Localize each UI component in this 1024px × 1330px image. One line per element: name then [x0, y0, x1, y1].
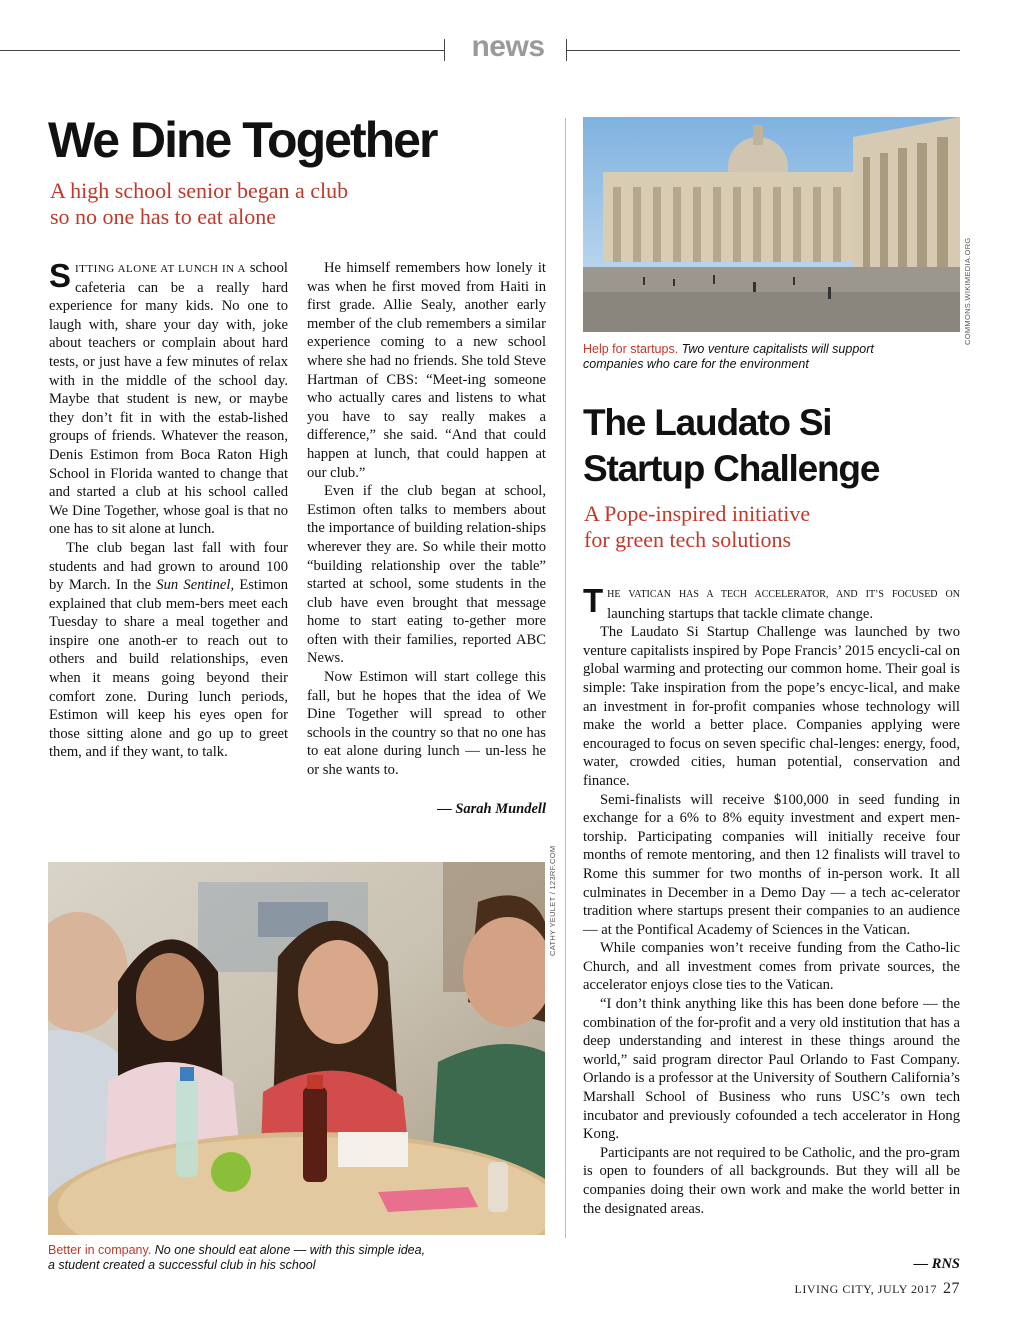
section-label: news: [471, 30, 545, 63]
article1-paragraph-4: Even if the club began at school, Estimon often talks to members about the importance of building relation-ships wherever they are. So while their motto “building relationship over the table” started at school, some students in the club have even brought that message home to start eating to-gether more often with their families, reported ABC News.: [307, 483, 546, 667]
article2-lead-caps: HE VATICAN HAS A TECH ACCELERATOR, AND IT’S FOCUSED ON: [607, 589, 960, 600]
students-caption-label: Better in company.: [48, 1243, 152, 1257]
students-photo-credit: CATHY YEULET / 123RF.COM: [548, 845, 557, 956]
article1-p1-text: school cafeteria can be a really hard experience for many kids. No one to laugh with, share your day with, joke about teachers or complain about hard tests, or just have a few minutes of relax with in the middle of the school day. Maybe that student is new, or maybe they don’t fit in with the estab-lished groups of friends. Whatever the reason, Denis Estimon from Boca Raton High School in Florida wanted to change that and started a club at his school called We Dine Together, whose goal is that no one has to sit alone at lunch.: [49, 260, 288, 538]
students-photo: [48, 862, 545, 1235]
article2-title: [583, 400, 879, 492]
header-rule-right: [566, 50, 960, 51]
students-photo-caption: [48, 1243, 548, 1273]
article2-deck: [584, 501, 810, 553]
article1-lead-caps: ITTING ALONE AT LUNCH IN A: [75, 263, 246, 275]
vatican-caption-label: Help for startups.: [583, 342, 679, 356]
article1-deck: [50, 178, 348, 230]
vatican-caption-line1: Two venture capitalists will support: [678, 342, 874, 356]
students-caption-line1: No one should eat alone — with this simple idea,: [151, 1243, 426, 1257]
students-caption-line2: a student created a successful club in his school: [48, 1258, 316, 1272]
article2-body: [583, 584, 960, 1218]
article2-paragraph-2: The Laudato Si Startup Challenge was launched by two venture capitalists inspired by Pope Francis’ 2015 encycli-cal on global warming and protecting our common home. Their goal is simple: Take inspiration from the pope’s encyc-lical, and make an investment in for-profit companies whose technology will make the world a better place. Companies applying were encouraged to focus on seven specific chal-lenges: energy, food, water, crowded cities, human potential, conservation and finance.: [583, 624, 960, 789]
footer-publication: LIVING CITY, JULY 2017: [794, 1282, 937, 1296]
article1-column-1: [49, 259, 288, 762]
vatican-photo-credit: COMMONS.WIKIMEDIA.ORG: [963, 237, 972, 345]
article1-dropcap: S: [49, 257, 72, 294]
article1-paragraph-2: [49, 539, 288, 762]
article1-paragraph-3: He himself remembers how lonely it was when he first moved from Haiti in first grade. Allie Sealy, another early member of the club remembers a similar experience coming to a new school where she had no friends. She told Steve Hartman of CBS: “Meet-ing someone who actually cares and listens to what you have to say really makes a difference,” she said. “And that could happen at lunch, that could happen at our club.”: [307, 260, 546, 481]
article2-paragraph-1: [583, 584, 960, 623]
article2-deck-line2: for green tech solutions: [584, 527, 792, 552]
article2-paragraph-3: Semi-finalists will receive $100,000 in seed funding in exchange for a 6% to 8% equity investment and expert men-torship. Participating companies will initially receive four months of remote mentoring, and then 12 finalists will travel to Rome this summer for two months of in-person work. It all culminates in December in a Demo Day — a tech ac-celerator tradition where startups present their companies to an audience — at the Pontifical Academy of Sciences in the Vatican.: [583, 791, 960, 938]
article2-dropcap: T: [583, 582, 604, 619]
article1-paragraph-1: [49, 259, 288, 539]
vatican-caption-line2: companies who care for the environment: [583, 357, 809, 371]
footer-page-number: 27: [943, 1280, 960, 1297]
article2-p1-text: launching startups that tackle climate change.: [607, 605, 874, 622]
article1-deck-line1: A high school senior began a club: [50, 178, 349, 203]
article1-byline: — Sarah Mundell: [437, 801, 546, 817]
article2-paragraph-6: Participants are not required to be Catholic, and the pro-gram is open to founders of all backgrounds. But they will all be companies doing their own work and make the world better in the designated areas.: [583, 1144, 960, 1217]
article1-column-2: [307, 259, 546, 780]
article2-title-line2: Startup Challenge: [583, 448, 880, 489]
page-footer: [795, 1280, 960, 1298]
vatican-photo-caption: [583, 342, 963, 372]
article2-title-line1: The Laudato Si: [583, 402, 832, 443]
column-divider: [565, 118, 566, 1238]
article2-paragraph-4: While companies won’t receive funding from the Catho-lic Church, and all investment comes from private sources, the accelerator enjoys close ties to the Vatican.: [583, 940, 960, 994]
article1-deck-line2: so no one has to eat alone: [50, 204, 277, 229]
article1-p2-italic: Sun Sentinel,: [156, 577, 235, 594]
article1-p2-text-b: Estimon explained that club mem-bers meet each Tuesday to share a meal together and inspire one anoth-er to reach out to others and build relationships, even when it means going beyond their comfort zone. During lunch periods, Estimon will keep his eyes open for those sitting alone and go up to greet them, and if they want, to talk.: [49, 577, 288, 761]
header-rule-left: [0, 50, 444, 51]
article2-deck-line1: A Pope-inspired initiative: [584, 501, 811, 526]
header-tick-left: [444, 39, 445, 61]
vatican-photo: [583, 117, 960, 332]
article1-title: We Dine Together: [48, 112, 437, 168]
article1-paragraph-5: Now Estimon will start college this fall, but he hopes that the idea of We Dine Together will spread to other schools in the country so that no one has to eat alone during lunch — un-less he or she wants to.: [307, 669, 546, 779]
article2-byline: — RNS: [913, 1256, 960, 1272]
article1-p2-text-a: The club began last fall with four students and had grown to around 100 by March. In the: [49, 539, 288, 594]
article2-paragraph-5: “I don’t think anything like this has been done before — the combination of the for-profit and a very old institution that has a deep understanding and interest in these things around the world,” said program director Paul Orlando to Fast Company. Orlando is a professor at the University of Southern California’s Marshall School of Business who runs USC’s own tech incubator and previously cofounded a tech accelerator in Hong Kong.: [583, 996, 960, 1143]
